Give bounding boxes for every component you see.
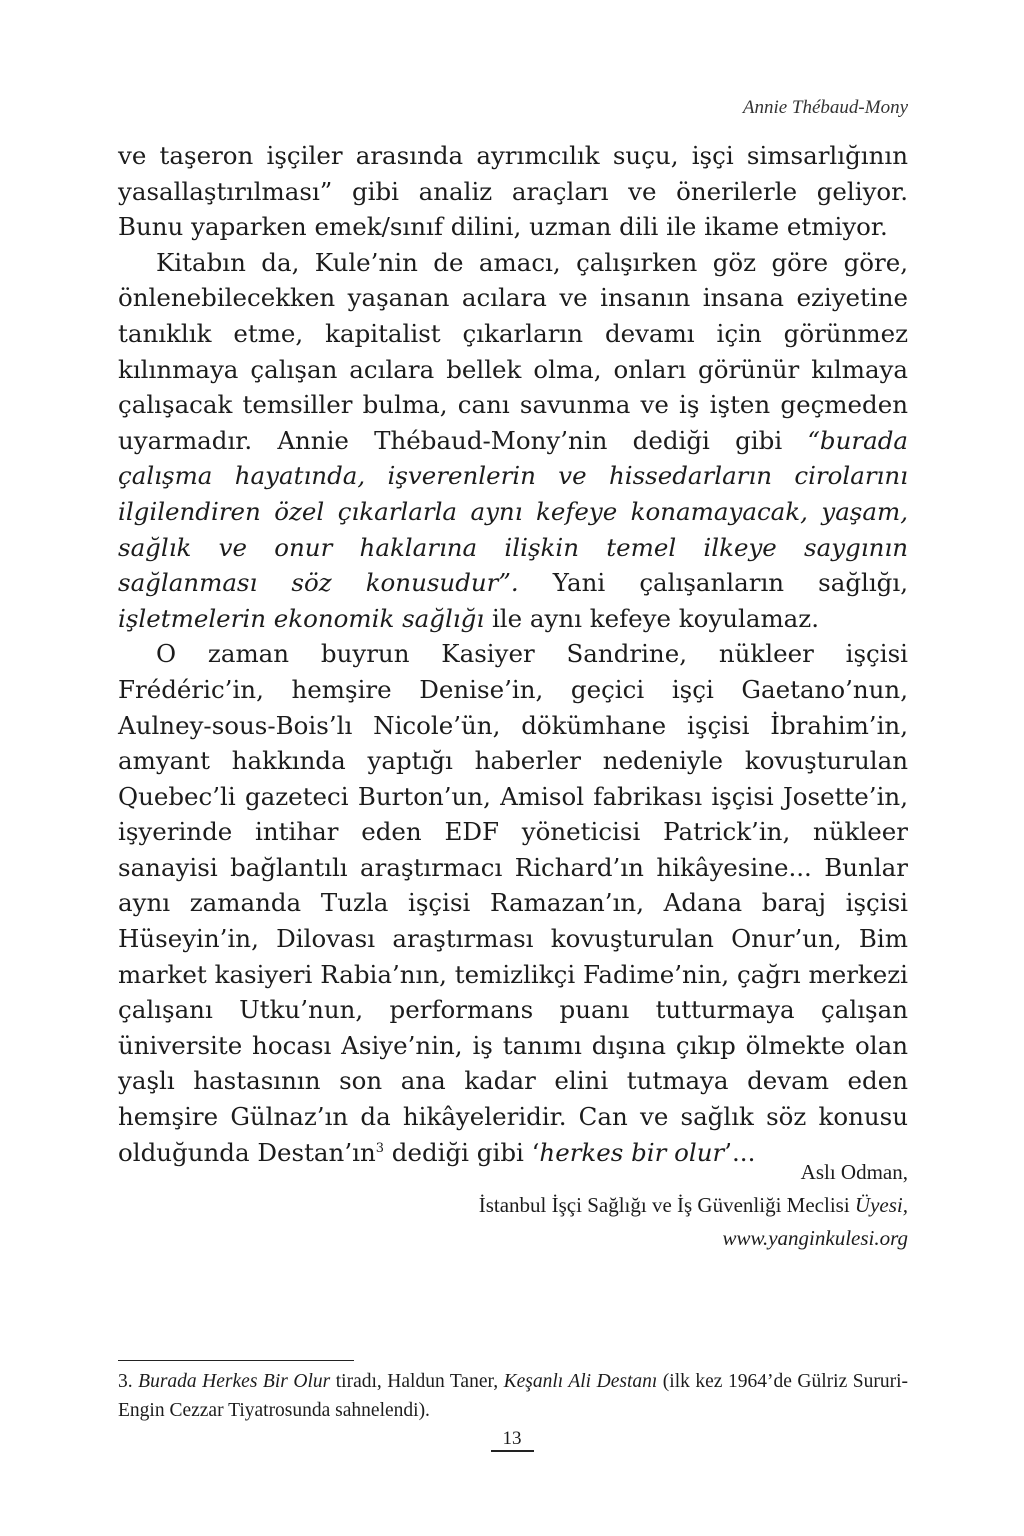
signature-website: www.yanginkulesi.org [722,1226,908,1250]
paragraph-2-quote: “burada çalışma hayatında, işverenlerin ve hissedarların cirolarını ilgilendiren özel çıkarlarla aynı kefeye konamayacak, yaşam, sağlık ve onur haklarına ilişkin temel ilkeye saygının sağlanması söz konusudur”. [118,425,908,598]
paragraph-2-text-c: ile aynı kefeye koyulamaz. [484,603,819,633]
main-text [118,138,908,1170]
signature-affiliation-italic: Üyesi, [854,1193,908,1217]
running-header: Annie Thébaud-Mony [742,97,908,118]
paragraph-3 [118,636,908,1170]
footnote-text-b: (ilk kez 1964’de Gülriz Sururi-Engin Cezzar Tiyatrosunda sahnelendi). [118,1371,908,1421]
paragraph-2-text-b: Yani çalışanların sağlığı, [518,568,908,598]
paragraph-2-italic: işletmelerin ekonomik sağlığı [118,603,485,633]
signature-affiliation [479,1189,908,1222]
paragraph-3-text-a: O zaman buyrun Kasiyer Sandrine, nükleer işçisi Frédéric’in, hemşire Denise’in, geçici işçi Gaetano’nun, Aulney-sous-Bois’lı Nicole’ün, dökümhane işçisi İbrahim’in, amyant hakkında yaptığı haberler nedeniyle kovuşturulan Quebec’li gazeteci Burton’un, Amisol fabrikası işçisi Josette’in, işyerinde intihar eden EDF yöneticisi Patrick’in, nükleer sanayisi bağlantılı araştırmacı Richard’ın hikâyesine... Bunlar aynı zamanda Tuzla işçisi Ramazan’ın, Adana baraj işçisi Hüseyin’in, Dilovası araştırması kovuşturulan Onur’un, Bim market kasiyeri Rabia’nın, temizlikçi Fadime’nin, çağrı merkezi çalışanı Utku’nun, performans puanı tutturmaya çalışan üniversite hocası Asiye’nin, iş tanımı dışına çıkıp ölmekte olan yaşlı hastasının son ana kadar elini tutmaya devam eden hemşire Gülnaz’ın da hikâyeleridir. Can ve sağlık söz konusu olduğunda Destan’ın [118,639,908,1167]
footnote-work: Keşanlı Ali Destanı [503,1371,658,1392]
paragraph-1: ve taşeron işçiler arasında ayrımcılık suçu, işçi simsarlığının yasallaştırılması” gibi analiz araçları ve önerilerle geliyor. Bunu yaparken emek/sınıf dilini, uzman dili ile ikame etmiyor. [118,141,908,242]
footnote-ref: 3 [375,1140,384,1156]
footnote-title: Burada Herkes Bir Olur [138,1371,331,1392]
signature-affiliation-text: İstanbul İşçi Sağlığı ve İş Güvenliği Meclisi [478,1193,855,1217]
paragraph-2 [118,245,908,637]
paragraph-2-text-a: Kitabın da, Kule’nin de amacı, çalışırken göz göre göre, önlenebilecekken yaşanan acılara ve insanın insana eziyetine tanıklık etme, kapitalist çıkarların devamı için görünmez kılınmaya çalışan acılara bellek olma, onları görünür kılmaya çalışacak temsiller bulma, canı savunma ve iş işten geçmeden uyarmadır. Annie Thébaud-Mony’nin dediği gibi [118,247,908,455]
signature-block [479,1156,908,1255]
footnote-text-a: tiradı, Haldun Taner, [330,1371,504,1392]
signature-name: Aslı Odman, [800,1160,908,1184]
footnote [118,1367,908,1425]
paragraph-3-italic: herkes bir olur [539,1137,725,1167]
paragraph-3-text-c: ’... [724,1137,756,1167]
footnote-divider [118,1360,354,1361]
footnote-number: 3. [118,1371,139,1392]
page-number: 13 [491,1428,534,1452]
paragraph-3-text-b: dediği gibi ‘ [384,1137,540,1167]
page-number-container [0,1428,1024,1452]
